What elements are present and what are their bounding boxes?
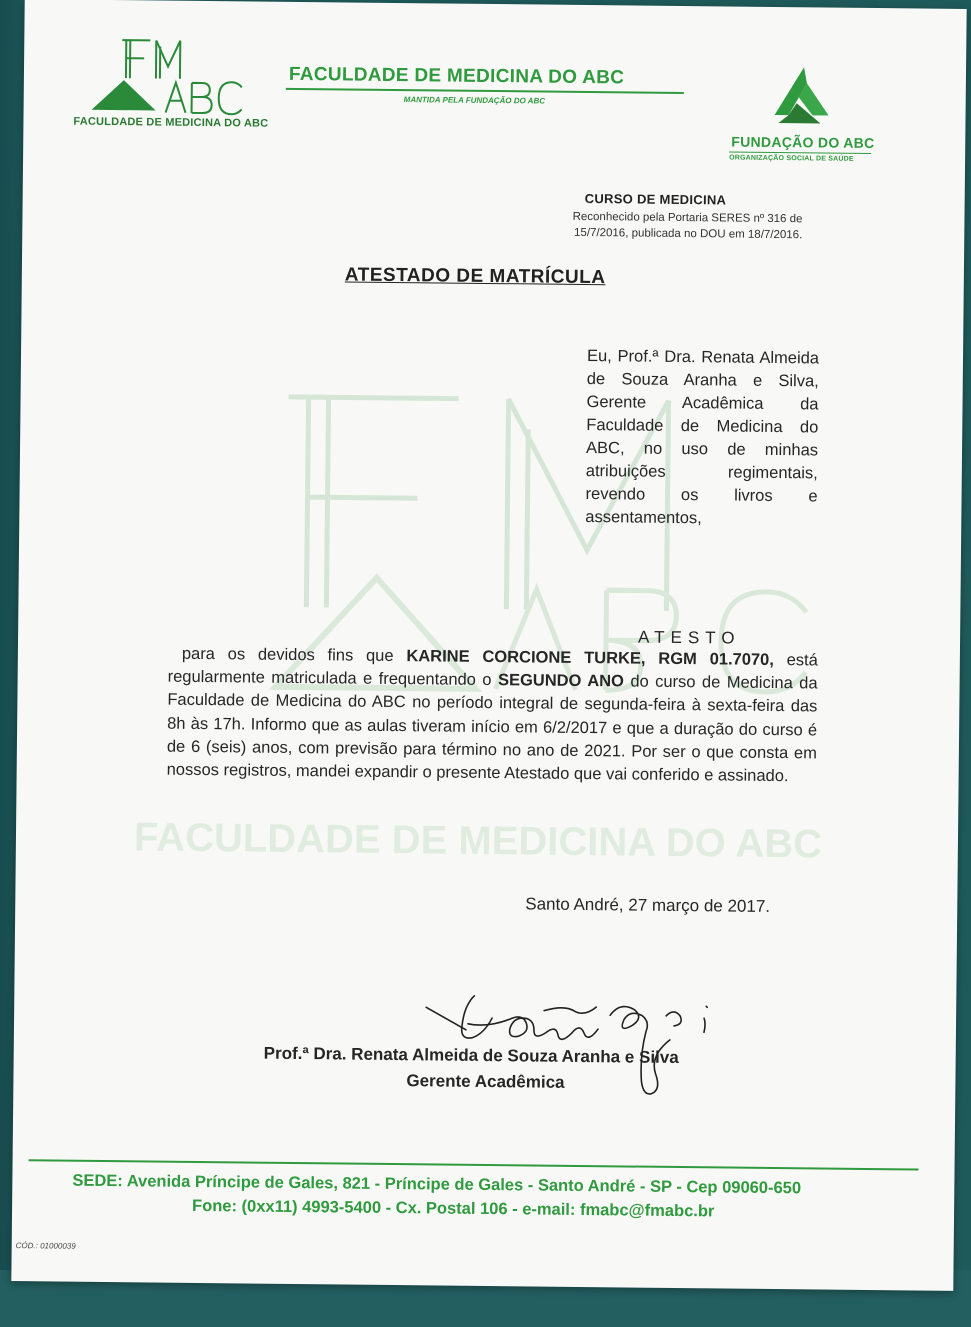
fundacao-abc-logo — [768, 65, 839, 126]
footer-divider — [29, 1159, 919, 1170]
fundacao-abc-subtitle: ORGANIZAÇÃO SOCIAL DE SAÚDE — [729, 154, 854, 163]
atesto-heading: ATESTO — [637, 627, 741, 648]
course-name: CURSO DE MEDICINA — [584, 190, 727, 208]
watermark-text: FACULDADE DE MEDICINA DO ABC — [133, 815, 823, 867]
footer-contact: Fone: (0xx11) 4993-5400 - Cx. Postal 106 - e-mail: fmabc@fmabc.br — [192, 1196, 715, 1221]
fundacao-abc-rule — [729, 151, 871, 153]
fmabc-logo-caption: FACULDADE DE MEDICINA DO ABC — [73, 115, 269, 130]
body-part-2: está regularmente matriculada e frequentando o — [167, 650, 818, 690]
footer-address: SEDE: Avenida Príncipe de Gales, 821 - Príncipe de Gales - Santo André - SP - Cep 09060-650 — [72, 1171, 802, 1198]
body-part-3: do curso de Medicina da Faculdade de Medicina do ABC no período integral de segunda-feira à sexta-feira das 8h às 17h. Informo que as aulas tiveram início em 6/2/2017 e que a duração do curso é de 6 (seis) anos, com previsão para término no ano de 2021. Por ser o que consta em nossos registros, mandei expandir o presente Atestado que vai conferido e assinado. — [166, 672, 818, 786]
student-name-rgm: KARINE CORCIONE TURKE, RGM 01.7070, — [406, 647, 774, 669]
attestation-body — [167, 643, 818, 789]
signer-name: Prof.ª Dra. Renata Almeida de Souza Aranha e Silva — [263, 1043, 679, 1068]
body-part-1: para os devidos fins que — [181, 644, 407, 666]
institution-subtitle: MANTIDA PELA FUNDAÇÃO DO ABC — [403, 95, 546, 106]
document-date: Santo André, 27 março de 2017. — [525, 894, 771, 916]
document-title: ATESTADO DE MATRÍCULA — [344, 264, 606, 289]
course-year: SEGUNDO ANO — [497, 671, 625, 691]
document-code: CÓD.: 01000039 — [15, 1241, 76, 1251]
document-page — [11, 0, 966, 1291]
intro-paragraph: Eu, Prof.ª Dra. Renata Almeida de Souza Aranha e Silva, Gerente Acadêmica da Faculdade de Medicina do ABC, no uso de minhas atribuições regimentais, revendo os livros e assentamentos, — [585, 347, 820, 528]
institution-title: FACULDADE DE MEDICINA DO ABC — [288, 63, 625, 89]
course-recognition: Reconhecido pela Portaria SERES nº 316 de 15/7/2016, publicada no DOU em 18/7/2016. — [572, 210, 803, 242]
fundacao-abc-name: FUNDAÇÃO DO ABC — [731, 133, 875, 152]
signer-role: Gerente Acadêmica — [406, 1071, 565, 1092]
